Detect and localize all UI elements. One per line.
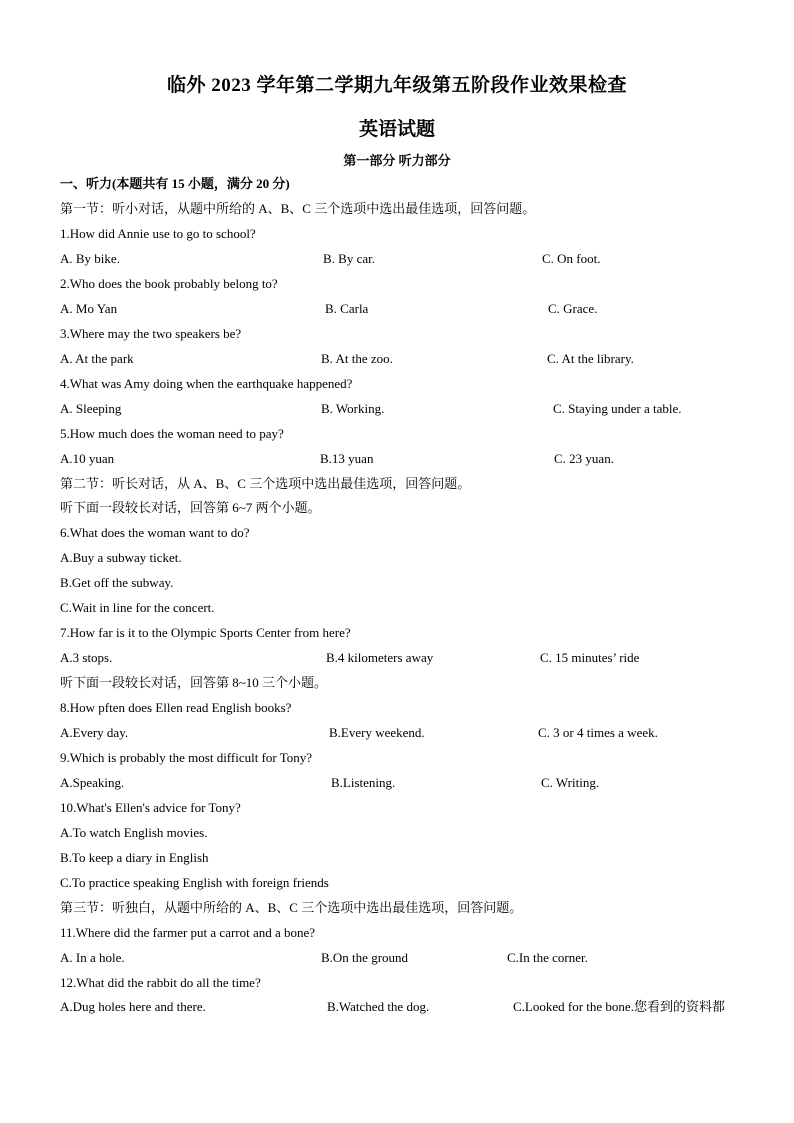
part-heading: 第一部分 听力部分 [343,153,451,168]
question-8: 8.How pften does Ellen read English books? [60,700,292,715]
q9-option-c: C. Writing. [541,775,600,790]
q8-option-b: B.Every weekend. [329,725,425,740]
section-heading: 一、听力(本题共有 15 小题，满分 20 分) [60,176,290,191]
q3-option-b: B. At the zoo. [321,351,393,366]
q11-option-b: B.On the ground [321,950,409,965]
q6-option-a: A.Buy a subway ticket. [60,550,182,565]
q2-option-c: C. Grace. [548,301,598,316]
exam-title: 临外 2023 学年第二学期九年级第五阶段作业效果检查 [166,75,627,96]
q7-option-c: C. 15 minutes’ ride [540,650,640,665]
q9-option-b: B.Listening. [331,775,396,790]
q5-option-c: C. 23 yuan. [554,451,614,466]
question-3: 3.Where may the two speakers be? [60,326,242,341]
q8-option-c: C. 3 or 4 times a week. [538,725,658,740]
question-12: 12.What did the rabbit do all the time? [60,975,261,990]
q5-option-a: A.10 yuan [60,451,115,466]
q1-option-c: C. On foot. [542,251,601,266]
q10-option-b: B.To keep a diary in English [60,850,209,865]
q6-option-b: B.Get off the subway. [60,575,174,590]
q12-option-a: A.Dug holes here and there. [60,999,206,1014]
exam-subtitle: 英语试题 [358,119,435,140]
q1-option-b: B. By car. [323,251,375,266]
instruction-2b: 听下面一段较长对话，回答第 8~10 三个小题。 [60,675,328,690]
q2-option-a: A. Mo Yan [60,301,118,316]
q2-option-b: B. Carla [325,301,369,316]
q4-option-b: B. Working. [321,401,385,416]
q10-option-a: A.To watch English movies. [60,825,208,840]
q6-option-c: C.Wait in line for the concert. [60,600,215,615]
instruction-2: 第二节：听长对话，从 A、B、C 三个选项中选出最佳选项，回答问题。 [60,476,471,491]
q1-option-a: A. By bike. [60,251,120,266]
q4-option-a: A. Sleeping [60,401,122,416]
question-10: 10.What's Ellen's advice for Tony? [60,800,241,815]
instruction-1: 第一节：听小对话，从题中所给的 A、B、C 三个选项中选出最佳选项，回答问题。 [60,201,536,216]
q8-option-a: A.Every day. [60,725,129,740]
question-6: 6.What does the woman want to do? [60,525,250,540]
instruction-3: 第三节：听独白，从题中所给的 A、B、C 三个选项中选出最佳选项，回答问题。 [60,900,523,915]
q5-option-b: B.13 yuan [320,451,374,466]
q4-option-c: C. Staying under a table. [553,401,682,416]
instruction-2a: 听下面一段较长对话，回答第 6~7 两个小题。 [60,500,321,515]
q10-option-c: C.To practice speaking English with foreign friends [60,875,329,890]
q7-option-a: A.3 stops. [60,650,113,665]
question-5: 5.How much does the woman need to pay? [60,426,284,441]
question-2: 2.Who does the book probably belong to? [60,276,278,291]
q7-option-b: B.4 kilometers away [326,650,434,665]
q3-option-c: C. At the library. [547,351,634,366]
q11-option-a: A. In a hole. [60,950,125,965]
q12-option-b: B.Watched the dog. [327,999,430,1014]
question-9: 9.Which is probably the most difficult for Tony? [60,750,313,765]
question-4: 4.What was Amy doing when the earthquake happened? [60,376,353,391]
question-11: 11.Where did the farmer put a carrot and a bone? [60,925,316,940]
question-1: 1.How did Annie use to go to school? [60,226,256,241]
q12-option-c: C.Looked for the bone.您看到的资料都 [513,999,725,1014]
q9-option-a: A.Speaking. [60,775,125,790]
q11-option-c: C.In the corner. [507,950,588,965]
q3-option-a: A. At the park [60,351,134,366]
question-7: 7.How far is it to the Olympic Sports Center from here? [60,625,351,640]
